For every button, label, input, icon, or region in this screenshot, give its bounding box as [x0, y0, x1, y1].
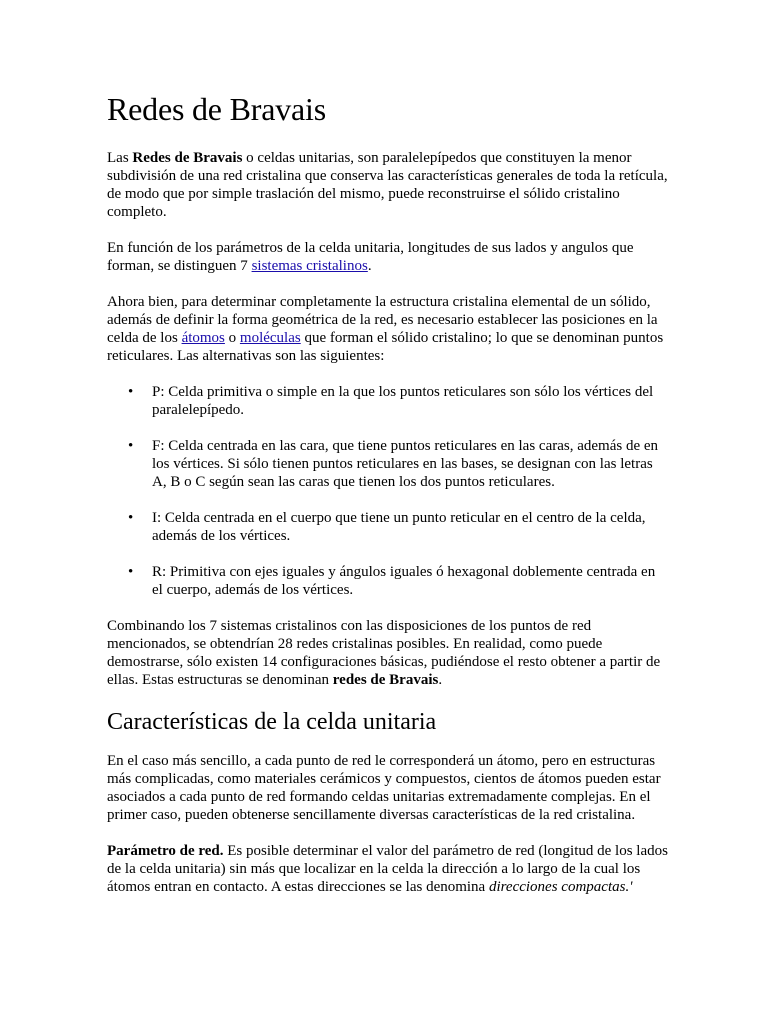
intro-bold-term: Redes de Bravais — [132, 150, 243, 166]
bullet-icon: • — [128, 564, 134, 580]
paragraph-combining — [107, 617, 668, 689]
systems-text-after: . — [367, 258, 372, 274]
link-moleculas[interactable]: moléculas — [239, 330, 301, 346]
lattice-types-list — [107, 383, 668, 599]
combining-text-after: . — [438, 672, 443, 688]
paragraph-systems — [107, 239, 668, 275]
paragraph-simple-case: En el caso más sencillo, a cada punto de red le corresponderá un átomo, pero en estructuras más complicadas, como materiales cerámicos y compuestos, cientos de átomos pueden estar asociados a cada punto de red formando celdas unitarias extremadamente complejas. En el primer caso, pueden obtenerse sencillamente diversas características de la red cristalina. — [107, 753, 661, 823]
section-heading: Características de la celda unitaria — [107, 709, 437, 735]
positions-text-middle: o — [224, 330, 240, 346]
bullet-icon: • — [128, 510, 134, 526]
lattice-parameter-text: Es posible determinar el valor del parámetro de red (longitud de los lados de la celda unitaria) sin más que localizar en la celda la dirección a lo largo de la cual los átomos entran en contacto. A estas direcciones se las denomina — [107, 843, 668, 895]
list-item-text: P: Celda primitiva o simple en la que los puntos reticulares son sólo los vértices del paralelepípedo. — [152, 384, 654, 418]
combining-bold-term: redes de Bravais — [332, 672, 439, 688]
list-item — [128, 383, 668, 419]
intro-text-before: Las — [107, 150, 133, 166]
list-item-text: I: Celda centrada en el cuerpo que tiene un punto reticular en el centro de la celda, además de los vértices. — [152, 510, 646, 544]
lattice-parameter-term: Parámetro de red. — [107, 843, 224, 859]
link-atomos[interactable]: átomos — [181, 330, 225, 346]
bullet-icon: • — [128, 438, 134, 454]
list-item-text: R: Primitiva con ejes iguales y ángulos iguales ó hexagonal doblemente centrada en el cuerpo, además de los vértices. — [152, 564, 656, 598]
positions-text-before: Ahora bien, para determinar completamente la estructura cristalina elemental de un sólido, además de definir la forma geométrica de la red, es necesario establecer las posiciones en la celda de los — [107, 294, 658, 346]
compact-directions-term: direcciones compactas.' — [488, 879, 633, 895]
systems-text-before: En función de los parámetros de la celda unitaria, longitudes de sus lados y angulos que forman, se distinguen 7 — [107, 240, 634, 274]
bullet-icon: • — [128, 384, 134, 400]
list-item — [128, 509, 668, 545]
list-item — [128, 563, 668, 599]
paragraph-positions — [107, 293, 668, 365]
link-sistemas-cristalinos[interactable]: sistemas cristalinos — [251, 258, 368, 274]
intro-text-after: o celdas unitarias, son paralelepípedos que constituyen la menor subdivisión de una red cristalina que conserva las características generales de toda la retícula, de modo que por simple traslación del mismo, puede reconstruirse el sólido cristalino completo. — [107, 150, 668, 220]
list-item — [128, 437, 668, 491]
paragraph-intro — [107, 149, 668, 221]
list-item-text: F: Celda centrada en las cara, que tiene puntos reticulares en las caras, además de en los vértices. Si sólo tienen puntos reticulares en las bases, se designan con las letras A, B o C según sean las caras que tienen los dos puntos reticulares. — [152, 438, 659, 490]
positions-text-after: que forman el sólido cristalino; lo que se denominan puntos reticulares. Las alternativas son las siguientes: — [107, 330, 664, 364]
paragraph-lattice-parameter — [107, 842, 668, 896]
page-title: Redes de Bravais — [107, 91, 326, 127]
combining-text-before: Combinando los 7 sistemas cristalinos con las disposiciones de los puntos de red mencionados, se obtendrían 28 redes cristalinas posibles. En realidad, como puede demostrarse, sólo existen 14 configuraciones básicas, pudiéndose el resto obtener a partir de ellas. Estas estructuras se denominan — [107, 618, 661, 688]
